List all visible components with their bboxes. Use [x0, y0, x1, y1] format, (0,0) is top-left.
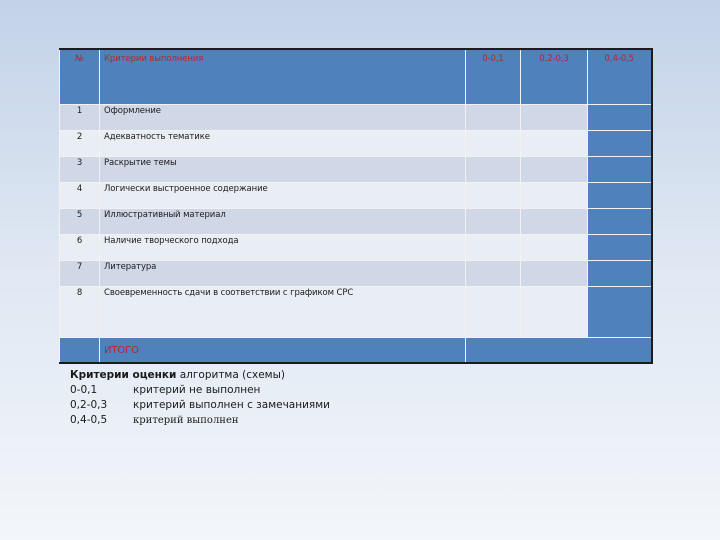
legend-title-rest: алгоритма (схемы): [176, 369, 285, 381]
header-number: №: [60, 49, 100, 105]
row-number: 4: [60, 183, 100, 209]
row-criterion: Наличие творческого подхода: [100, 235, 466, 261]
header-score-high: 0,4-0,5: [588, 49, 652, 105]
row-number: 1: [60, 105, 100, 131]
score-cell: [588, 209, 652, 235]
score-cell: [521, 287, 588, 338]
legend-text: критерий не выполнен: [133, 384, 261, 396]
table-row: [60, 287, 652, 338]
score-cell: [588, 131, 652, 157]
legend-title: [70, 368, 330, 383]
header-score-low: 0-0,1: [466, 49, 521, 105]
score-cell: [521, 235, 588, 261]
legend-code: 0-0,1: [70, 384, 98, 396]
score-cell: [521, 183, 588, 209]
row-number: 3: [60, 157, 100, 183]
score-cell: [521, 261, 588, 287]
row-criterion: Оформление: [100, 105, 466, 131]
score-cell: [588, 157, 652, 183]
row-number: 2: [60, 131, 100, 157]
evaluation-table: [59, 48, 653, 364]
row-number: 8: [60, 287, 100, 338]
total-number-cell: [60, 338, 100, 364]
score-cell: [466, 287, 521, 338]
row-number: 7: [60, 261, 100, 287]
score-cell: [521, 105, 588, 131]
score-cell: [588, 105, 652, 131]
table-row: [60, 105, 652, 131]
row-criterion: Адекватность тематике: [100, 131, 466, 157]
legend-title-bold: Критерии оценки: [70, 369, 177, 381]
row-number: 5: [60, 209, 100, 235]
row-criterion: Логически выстроенное содержание: [100, 183, 466, 209]
table-row: [60, 261, 652, 287]
score-cell: [466, 157, 521, 183]
score-cell: [588, 287, 652, 338]
table-row: [60, 157, 652, 183]
table-row: [60, 183, 652, 209]
score-cell: [466, 105, 521, 131]
score-cell: [588, 235, 652, 261]
row-criterion: Раскрытие темы: [100, 157, 466, 183]
header-criteria: Критерии выполнения: [100, 49, 466, 105]
total-score-cell: [466, 338, 652, 364]
score-cell: [466, 209, 521, 235]
total-row: [60, 338, 652, 364]
score-cell: [588, 183, 652, 209]
header-score-mid: 0,2-0,3: [521, 49, 588, 105]
score-cell: [466, 261, 521, 287]
legend-item: [70, 413, 330, 428]
legend-code: 0,2-0,3: [70, 399, 108, 411]
score-cell: [588, 261, 652, 287]
score-cell: [521, 209, 588, 235]
total-label: ИТОГО: [100, 338, 466, 364]
score-cell: [466, 235, 521, 261]
legend-code: 0,4-0,5: [70, 414, 108, 426]
legend-item: [70, 398, 330, 413]
legend-text: критерий выполнен с замечаниями: [133, 399, 330, 411]
score-cell: [466, 131, 521, 157]
score-cell: [521, 131, 588, 157]
row-criterion: Своевременность сдачи в соответствии с графиком СРС: [100, 287, 466, 338]
scoring-legend: [70, 368, 330, 428]
legend-item: [70, 383, 330, 398]
row-criterion: Литература: [100, 261, 466, 287]
table-row: [60, 131, 652, 157]
table-row: [60, 235, 652, 261]
row-number: 6: [60, 235, 100, 261]
score-cell: [466, 183, 521, 209]
row-criterion: Иллюстративный материал: [100, 209, 466, 235]
table-header-row: [60, 49, 652, 105]
score-cell: [521, 157, 588, 183]
table-row: [60, 209, 652, 235]
legend-text: критерий выполнен: [133, 415, 239, 426]
